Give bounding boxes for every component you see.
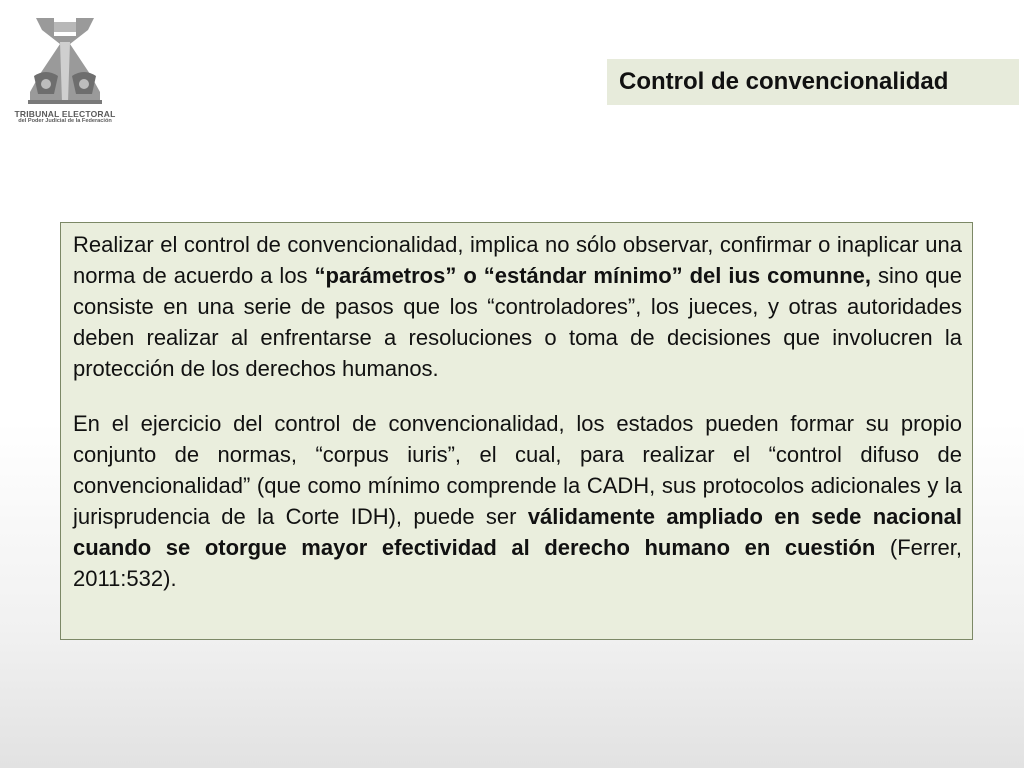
title-box: [607, 59, 1019, 105]
paragraph-2-bold: válidamente ampliado en sede nacional cuando se otorgue mayor efectividad al derecho humano en cuestión: [73, 504, 962, 560]
content-box: [60, 222, 973, 640]
paragraph-2: [73, 408, 962, 594]
tribunal-electoral-logo: [10, 14, 120, 132]
paragraph-1-part-3: sino que consiste en una serie de pasos que los “controladores”, los jueces, y otras autoridades deben realizar al enfrentarse a resoluciones o toma de decisiones que involucren la protección de los derechos humanos.: [73, 263, 962, 381]
paragraph-1-part-1: Realizar el control de convencionalidad, implica no sólo observar, confirmar o inaplicar una norma de acuerdo a los: [73, 232, 962, 288]
paragraph-2-part-3: (Ferrer, 2011:532).: [73, 535, 962, 591]
logo-caption: [10, 110, 120, 125]
slide-title: Control de convencionalidad: [619, 68, 949, 95]
paragraph-1: [73, 229, 962, 384]
paragraph-1-bold: “parámetros” o “estándar mínimo” del ius comunne,: [314, 263, 871, 288]
scales-emblem-icon: [24, 14, 106, 106]
paragraph-2-part-1: En el ejercicio del control de convencionalidad, los estados pueden formar su propio conjunto de normas, “corpus iuris”, el cual, para realizar el “control difuso de convencionalidad” (que como mínimo comprende la CADH, sus protocolos adicionales y la jurisprudencia de la Corte IDH), puede ser: [73, 411, 962, 529]
logo-line-1: TRIBUNAL ELECTORAL: [14, 109, 116, 119]
logo-line-2: del Poder Judicial de la Federación: [18, 117, 112, 124]
